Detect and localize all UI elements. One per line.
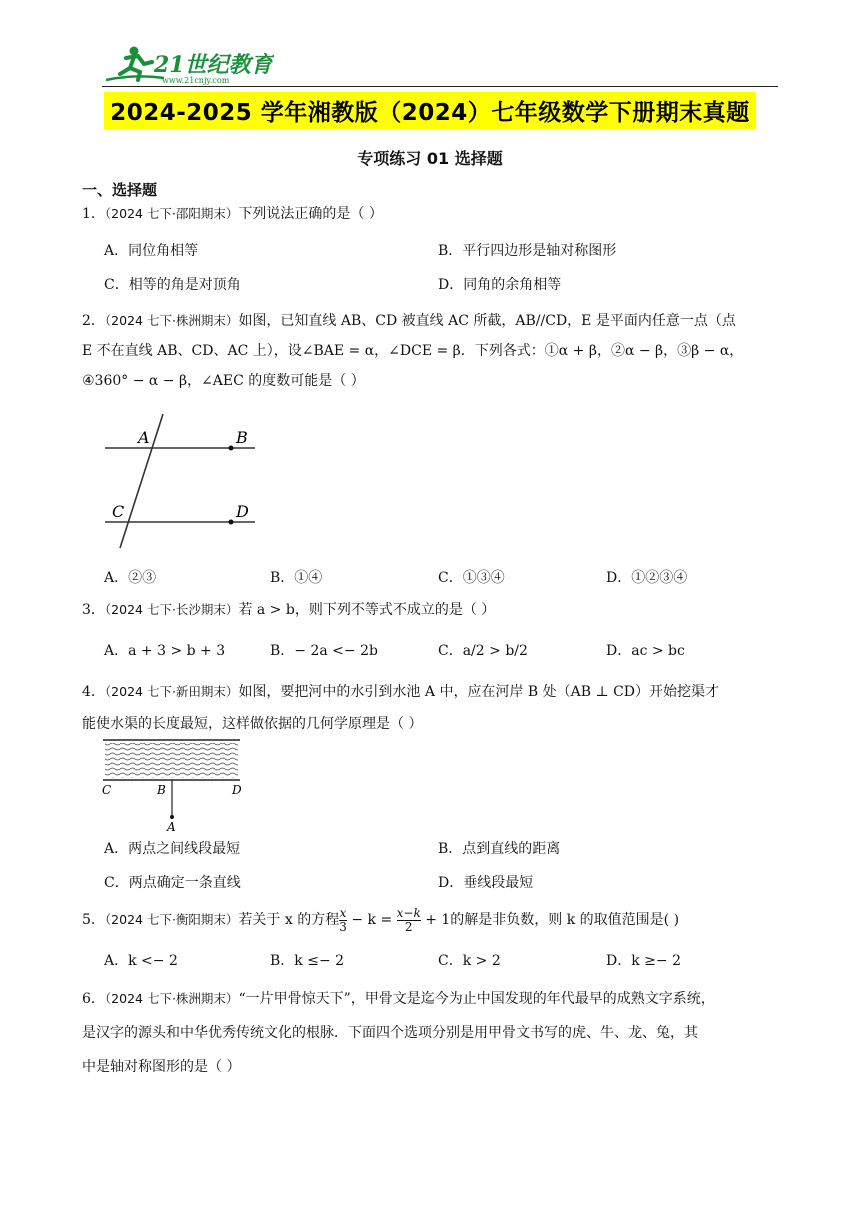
- q1-option-a: A．同位角相等: [104, 243, 199, 259]
- question-stem-line: 中是轴对称图形的是（ ）: [82, 1059, 241, 1075]
- page-subtitle: 专项练习 01 选择题: [357, 149, 503, 168]
- question-source: （2024 七下·衡阳期末）: [104, 912, 239, 927]
- question-4: [82, 676, 782, 740]
- page-title: 2024-2025 学年湘教版（2024）七年级数学下册期末真题: [104, 92, 756, 129]
- q3-option-a: A．a + 3 > b + 3: [104, 643, 226, 659]
- question-number: 3．: [82, 602, 105, 618]
- question-source: （2024 七下·株洲期末）: [104, 313, 239, 328]
- header-rule: [102, 86, 778, 87]
- label-c: C: [102, 783, 112, 797]
- question-number: 5．: [82, 912, 105, 928]
- title-wrap: [0, 92, 860, 129]
- q5-option-c: C．k > 2: [438, 953, 501, 969]
- question-stem-post: 的解是非负数，则 k 的取值范围是( ): [450, 912, 680, 928]
- question-stem-line: 如图，已知直线 AB、CD 被直线 AC 所截，AB//CD，E 是平面内任意一点（点: [238, 313, 736, 329]
- question-number: 4．: [82, 684, 105, 700]
- point-a: [170, 815, 174, 819]
- label-a: A: [138, 428, 150, 447]
- label-b: B: [157, 783, 166, 797]
- question-number: 2．: [82, 313, 105, 329]
- question-stem: 若 a > b，则下列不等式不成立的是（ ）: [238, 602, 496, 618]
- q3-option-d: D．ac > bc: [606, 643, 685, 659]
- question-2: [82, 306, 782, 396]
- question-stem-line: 能使水渠的长度最短，这样做依据的几何学原理是（ ）: [82, 716, 423, 732]
- label-c: C: [112, 502, 125, 521]
- question-1: [82, 200, 782, 228]
- q2-figure: [100, 410, 265, 555]
- question-6: [82, 982, 782, 1084]
- q2-option-a: A．②③: [104, 570, 157, 586]
- question-source: （2024 七下·新田期末）: [104, 684, 239, 699]
- q1-option-d: D．同角的余角相等: [438, 277, 562, 293]
- q3-option-b: B．− 2a <− 2b: [270, 643, 378, 659]
- q2-option-b: B．①④: [270, 570, 323, 586]
- q3-option-c: C．a/2 > b/2: [438, 643, 528, 659]
- section-title: 一、选择题: [82, 181, 158, 199]
- q4-figure: [100, 736, 245, 834]
- q4-option-b: B．点到直线的距离: [438, 841, 561, 857]
- q4-option-a: A．两点之间线段最短: [104, 841, 241, 857]
- river-water: [105, 743, 238, 778]
- question-stem-line: 如图，要把河中的水引到水池 A 中，应在河岸 B 处（AB ⊥ CD）开始挖渠才: [238, 684, 720, 700]
- q4-option-d: D．垂线段最短: [438, 875, 534, 891]
- question-number: 1．: [82, 206, 105, 222]
- label-d: D: [232, 783, 242, 797]
- label-d: D: [236, 502, 249, 521]
- logo-url-text: www.21cnjy.com: [162, 76, 230, 85]
- question-stem-line: 是汉字的源头和中华优秀传统文化的根脉．下面四个选项分别是用甲骨文书写的虎、牛、龙、兔，其: [82, 1025, 698, 1041]
- question-source: （2024 七下·长沙期末）: [104, 602, 239, 617]
- question-stem-line: E 不在直线 AB、CD、AC 上），设∠BAE = α，∠DCE = β．下列各式：①α + β，②α − β，③β − α，: [82, 343, 744, 359]
- question-5: [82, 906, 802, 934]
- site-logo: [104, 44, 274, 86]
- q5-option-b: B．k ≤− 2: [270, 953, 345, 969]
- label-b: B: [236, 428, 248, 447]
- point-b: [229, 446, 234, 451]
- question-number: 6．: [82, 991, 105, 1007]
- q5-option-a: A．k <− 2: [104, 953, 178, 969]
- q4-option-c: C．两点确定一条直线: [104, 875, 241, 891]
- question-stem-line: ④360° − α − β，∠AEC 的度数可能是（ ）: [82, 373, 365, 389]
- q2-option-c: C．①③④: [438, 570, 505, 586]
- q1-option-b: B．平行四边形是轴对称图形: [438, 243, 617, 259]
- point-d: [229, 520, 234, 525]
- equation: $\frac{x}{3}$ − k = $\frac{x-k}{2}$ + 1: [339, 905, 451, 934]
- q1-option-c: C．相等的角是对顶角: [104, 277, 241, 293]
- question-source: （2024 七下·株洲期末）: [104, 991, 239, 1006]
- question-source: （2024 七下·邵阳期末）: [104, 206, 239, 221]
- question-stem: 下列说法正确的是（ ）: [238, 206, 383, 222]
- q2-option-d: D．①②③④: [606, 570, 688, 586]
- logo-text: 21世纪教育: [154, 52, 273, 78]
- question-stem-pre: 若关于 x 的方程: [238, 912, 340, 928]
- question-3: [82, 596, 782, 624]
- question-stem-line: “一片甲骨惊天下”，甲骨文是迄今为止中国发现的年代最早的成熟文字系统，: [238, 991, 715, 1007]
- label-a: A: [167, 820, 176, 834]
- q5-option-d: D．k ≥− 2: [606, 953, 681, 969]
